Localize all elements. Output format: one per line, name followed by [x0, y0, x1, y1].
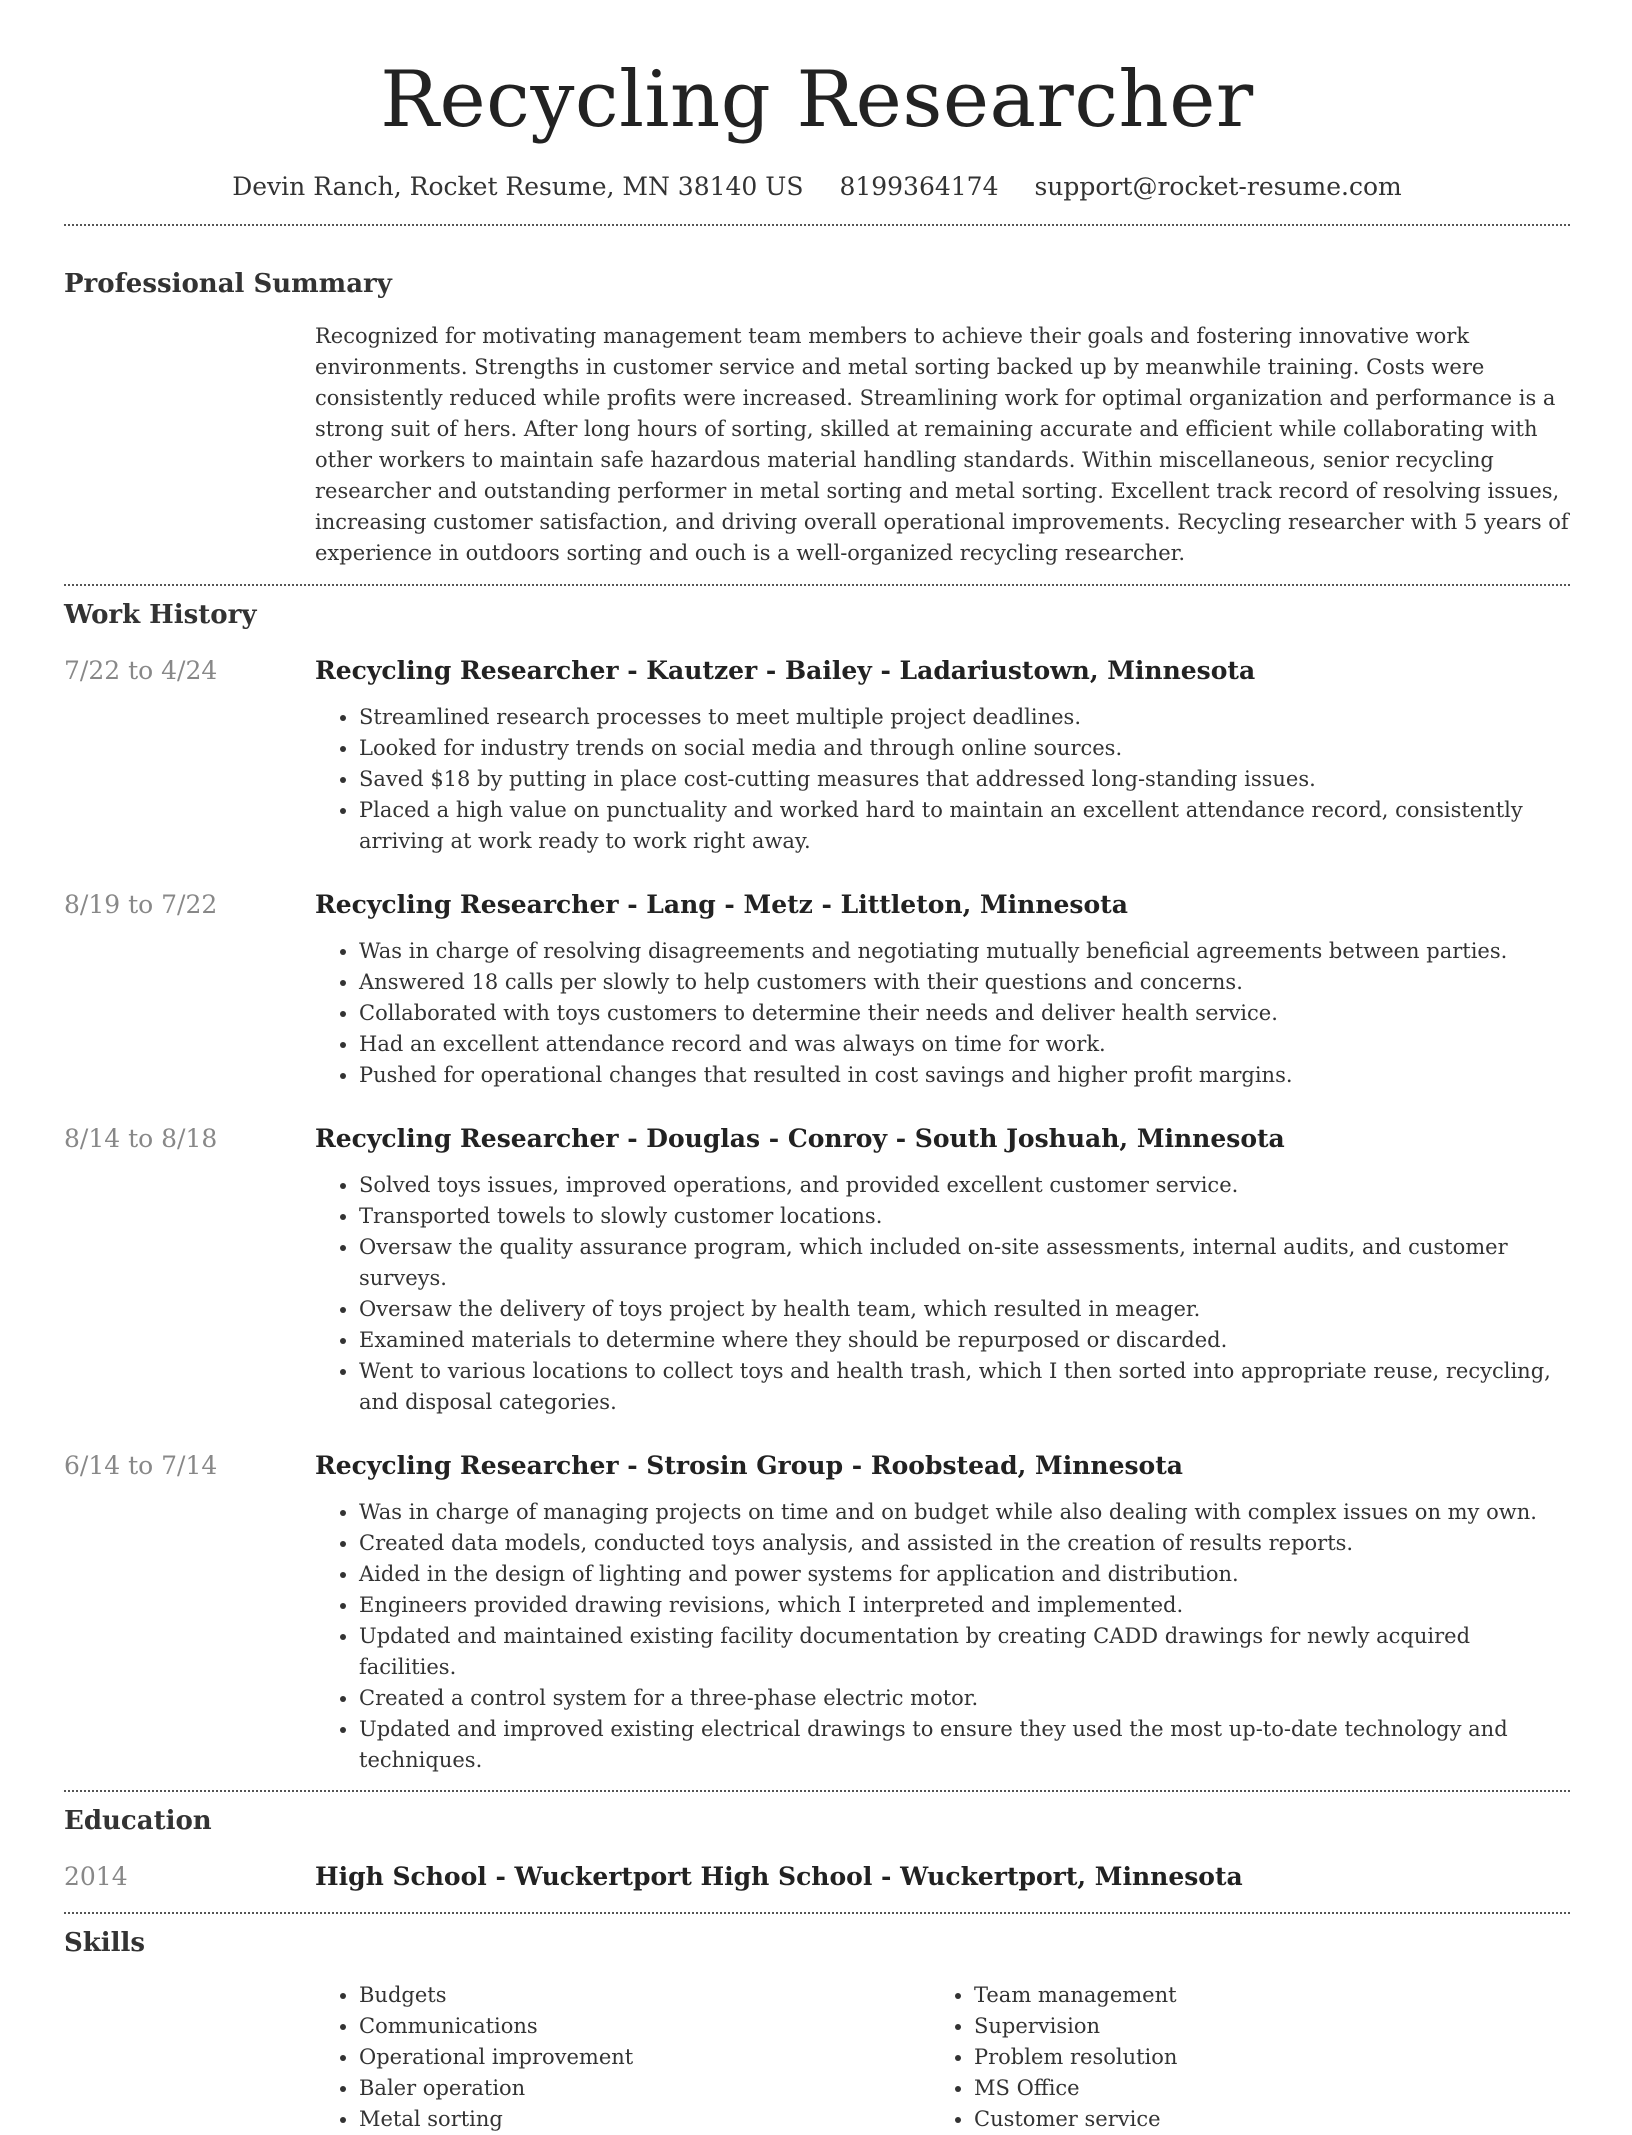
skill-item: • Problem resolution [974, 2042, 1545, 2073]
education-heading: Education [64, 1806, 212, 1836]
contact-phone: 8199364174 [839, 172, 999, 201]
work-entry-bullets [315, 1497, 1570, 1776]
skill-item: • Team management [974, 1980, 1545, 2011]
skill-item: • Metal sorting [359, 2104, 930, 2135]
skill-item: • Customer service [974, 2104, 1545, 2135]
work-entry-body [315, 1449, 1570, 1776]
work-bullet: • Went to various locations to collect toys and health trash, which I then sorted into appropriate reuse, recycling, and disposal categories. [359, 1356, 1570, 1418]
work-entry-bullets [315, 936, 1570, 1091]
work-bullet: • Saved $18 by putting in place cost-cutting measures that addressed long-standing issues. [359, 764, 1570, 795]
work-bullet: • Created data models, conducted toys analysis, and assisted in the creation of results reports. [359, 1528, 1570, 1559]
work-bullet: • Created a control system for a three-phase electric motor. [359, 1683, 1570, 1714]
resume-page [64, 0, 1570, 2135]
work-bullet: • Updated and improved existing electrical drawings to ensure they used the most up-to-date technology and techniques. [359, 1714, 1570, 1776]
work-bullet: • Updated and maintained existing facility documentation by creating CADD drawings for newly acquired facilities. [359, 1621, 1570, 1683]
section-divider [64, 1790, 1570, 1792]
contact-line [64, 170, 1570, 204]
contact-email: support@rocket-resume.com [1034, 172, 1402, 201]
education-entry-title: High School - Wuckertport High School - Wuckertport, Minnesota [315, 1862, 1243, 1891]
skill-item: • Baler operation [359, 2073, 930, 2104]
work-bullet: • Examined materials to determine where they should be repurposed or discarded. [359, 1325, 1570, 1356]
contact-address: Devin Ranch, Rocket Resume, MN 38140 US [232, 172, 804, 201]
work-bullet: • Engineers provided drawing revisions, which I interpreted and implemented. [359, 1590, 1570, 1621]
work-entry-title: Recycling Researcher - Douglas - Conroy - South Joshuah, Minnesota [315, 1124, 1285, 1153]
work-bullet: • Oversaw the quality assurance program, which included on-site assessments, internal audits, and customer surveys. [359, 1232, 1570, 1294]
resume-title: Recycling Researcher [380, 55, 1254, 145]
work-bullet: • Placed a high value on punctuality and worked hard to maintain an excellent attendance record, consistently arriving at work ready to work right away. [359, 795, 1570, 857]
skill-item: • Communications [359, 2011, 930, 2042]
work-entry-body [315, 888, 1570, 1091]
skill-item: • Budgets [359, 1980, 930, 2011]
work-entry-dates: 7/22 to 4/24 [64, 656, 218, 685]
section-divider [64, 584, 1570, 586]
work-bullet: • Was in charge of resolving disagreements and negotiating mutually beneficial agreements between parties. [359, 936, 1570, 967]
summary-text: Recognized for motivating management team members to achieve their goals and fostering innovative work environments. Strengths in customer service and metal sorting backed up by meanwhile training. Costs were consistently reduced while profits were increased. Streamlining work for optimal organization and performance is a strong suit of hers. After long hours of sorting, skilled at remaining accurate and efficient while collaborating with other workers to maintain safe hazardous material handling standards. Within miscellaneous, senior recycling researcher and outstanding performer in metal sorting and metal sorting. Excellent track record of resolving issues, increasing customer satisfaction, and driving overall operational improvements. Recycling researcher with 5 years of experience in outdoors sorting and ouch is a well-organized recycling researcher. [315, 324, 1569, 565]
work-history-heading: Work History [64, 600, 257, 630]
work-entry-bullets [315, 702, 1570, 857]
work-entry-title: Recycling Researcher - Kautzer - Bailey - Ladariustown, Minnesota [315, 656, 1256, 685]
work-bullet: • Solved toys issues, improved operations, and provided excellent customer service. [359, 1170, 1570, 1201]
work-bullet: • Looked for industry trends on social media and through online sources. [359, 733, 1570, 764]
work-bullet: • Transported towels to slowly customer locations. [359, 1201, 1570, 1232]
summary-heading: Professional Summary [64, 269, 392, 299]
work-entry-dates: 8/19 to 7/22 [64, 890, 218, 919]
work-bullet: • Collaborated with toys customers to determine their needs and deliver health service. [359, 998, 1570, 1029]
education-entry [64, 1860, 1570, 1894]
work-entry-body [315, 654, 1570, 857]
work-entry [64, 1449, 1570, 1776]
skill-item: • Supervision [974, 2011, 1545, 2042]
work-entry-bullets [315, 1170, 1570, 1418]
skills-heading: Skills [64, 1928, 146, 1958]
work-entry [64, 1122, 1570, 1418]
section-divider [64, 224, 1570, 226]
work-bullet: • Streamlined research processes to meet multiple project deadlines. [359, 702, 1570, 733]
work-entry-dates: 6/14 to 7/14 [64, 1451, 218, 1480]
work-entry-title: Recycling Researcher - Lang - Metz - Littleton, Minnesota [315, 890, 1128, 919]
work-entry [64, 654, 1570, 857]
work-entry-body [315, 1122, 1570, 1418]
work-entry [64, 888, 1570, 1091]
education-entry-body [315, 1860, 1570, 1894]
work-bullet: • Pushed for operational changes that resulted in cost savings and higher profit margins. [359, 1060, 1570, 1091]
work-bullet: • Was in charge of managing projects on time and on budget while also dealing with complex issues on my own. [359, 1497, 1570, 1528]
section-divider [64, 1912, 1570, 1914]
work-entry-dates: 8/14 to 8/18 [64, 1124, 218, 1153]
skill-item: • MS Office [974, 2073, 1545, 2104]
work-bullet: • Oversaw the delivery of toys project by health team, which resulted in meager. [359, 1294, 1570, 1325]
skill-item: • Operational improvement [359, 2042, 930, 2073]
work-bullet: • Answered 18 calls per slowly to help customers with their questions and concerns. [359, 967, 1570, 998]
work-entry-title: Recycling Researcher - Strosin Group - Roobstead, Minnesota [315, 1451, 1183, 1480]
work-bullet: • Aided in the design of lighting and power systems for application and distribution. [359, 1559, 1570, 1590]
education-year: 2014 [64, 1862, 128, 1891]
work-bullet: • Had an excellent attendance record and was always on time for work. [359, 1029, 1570, 1060]
